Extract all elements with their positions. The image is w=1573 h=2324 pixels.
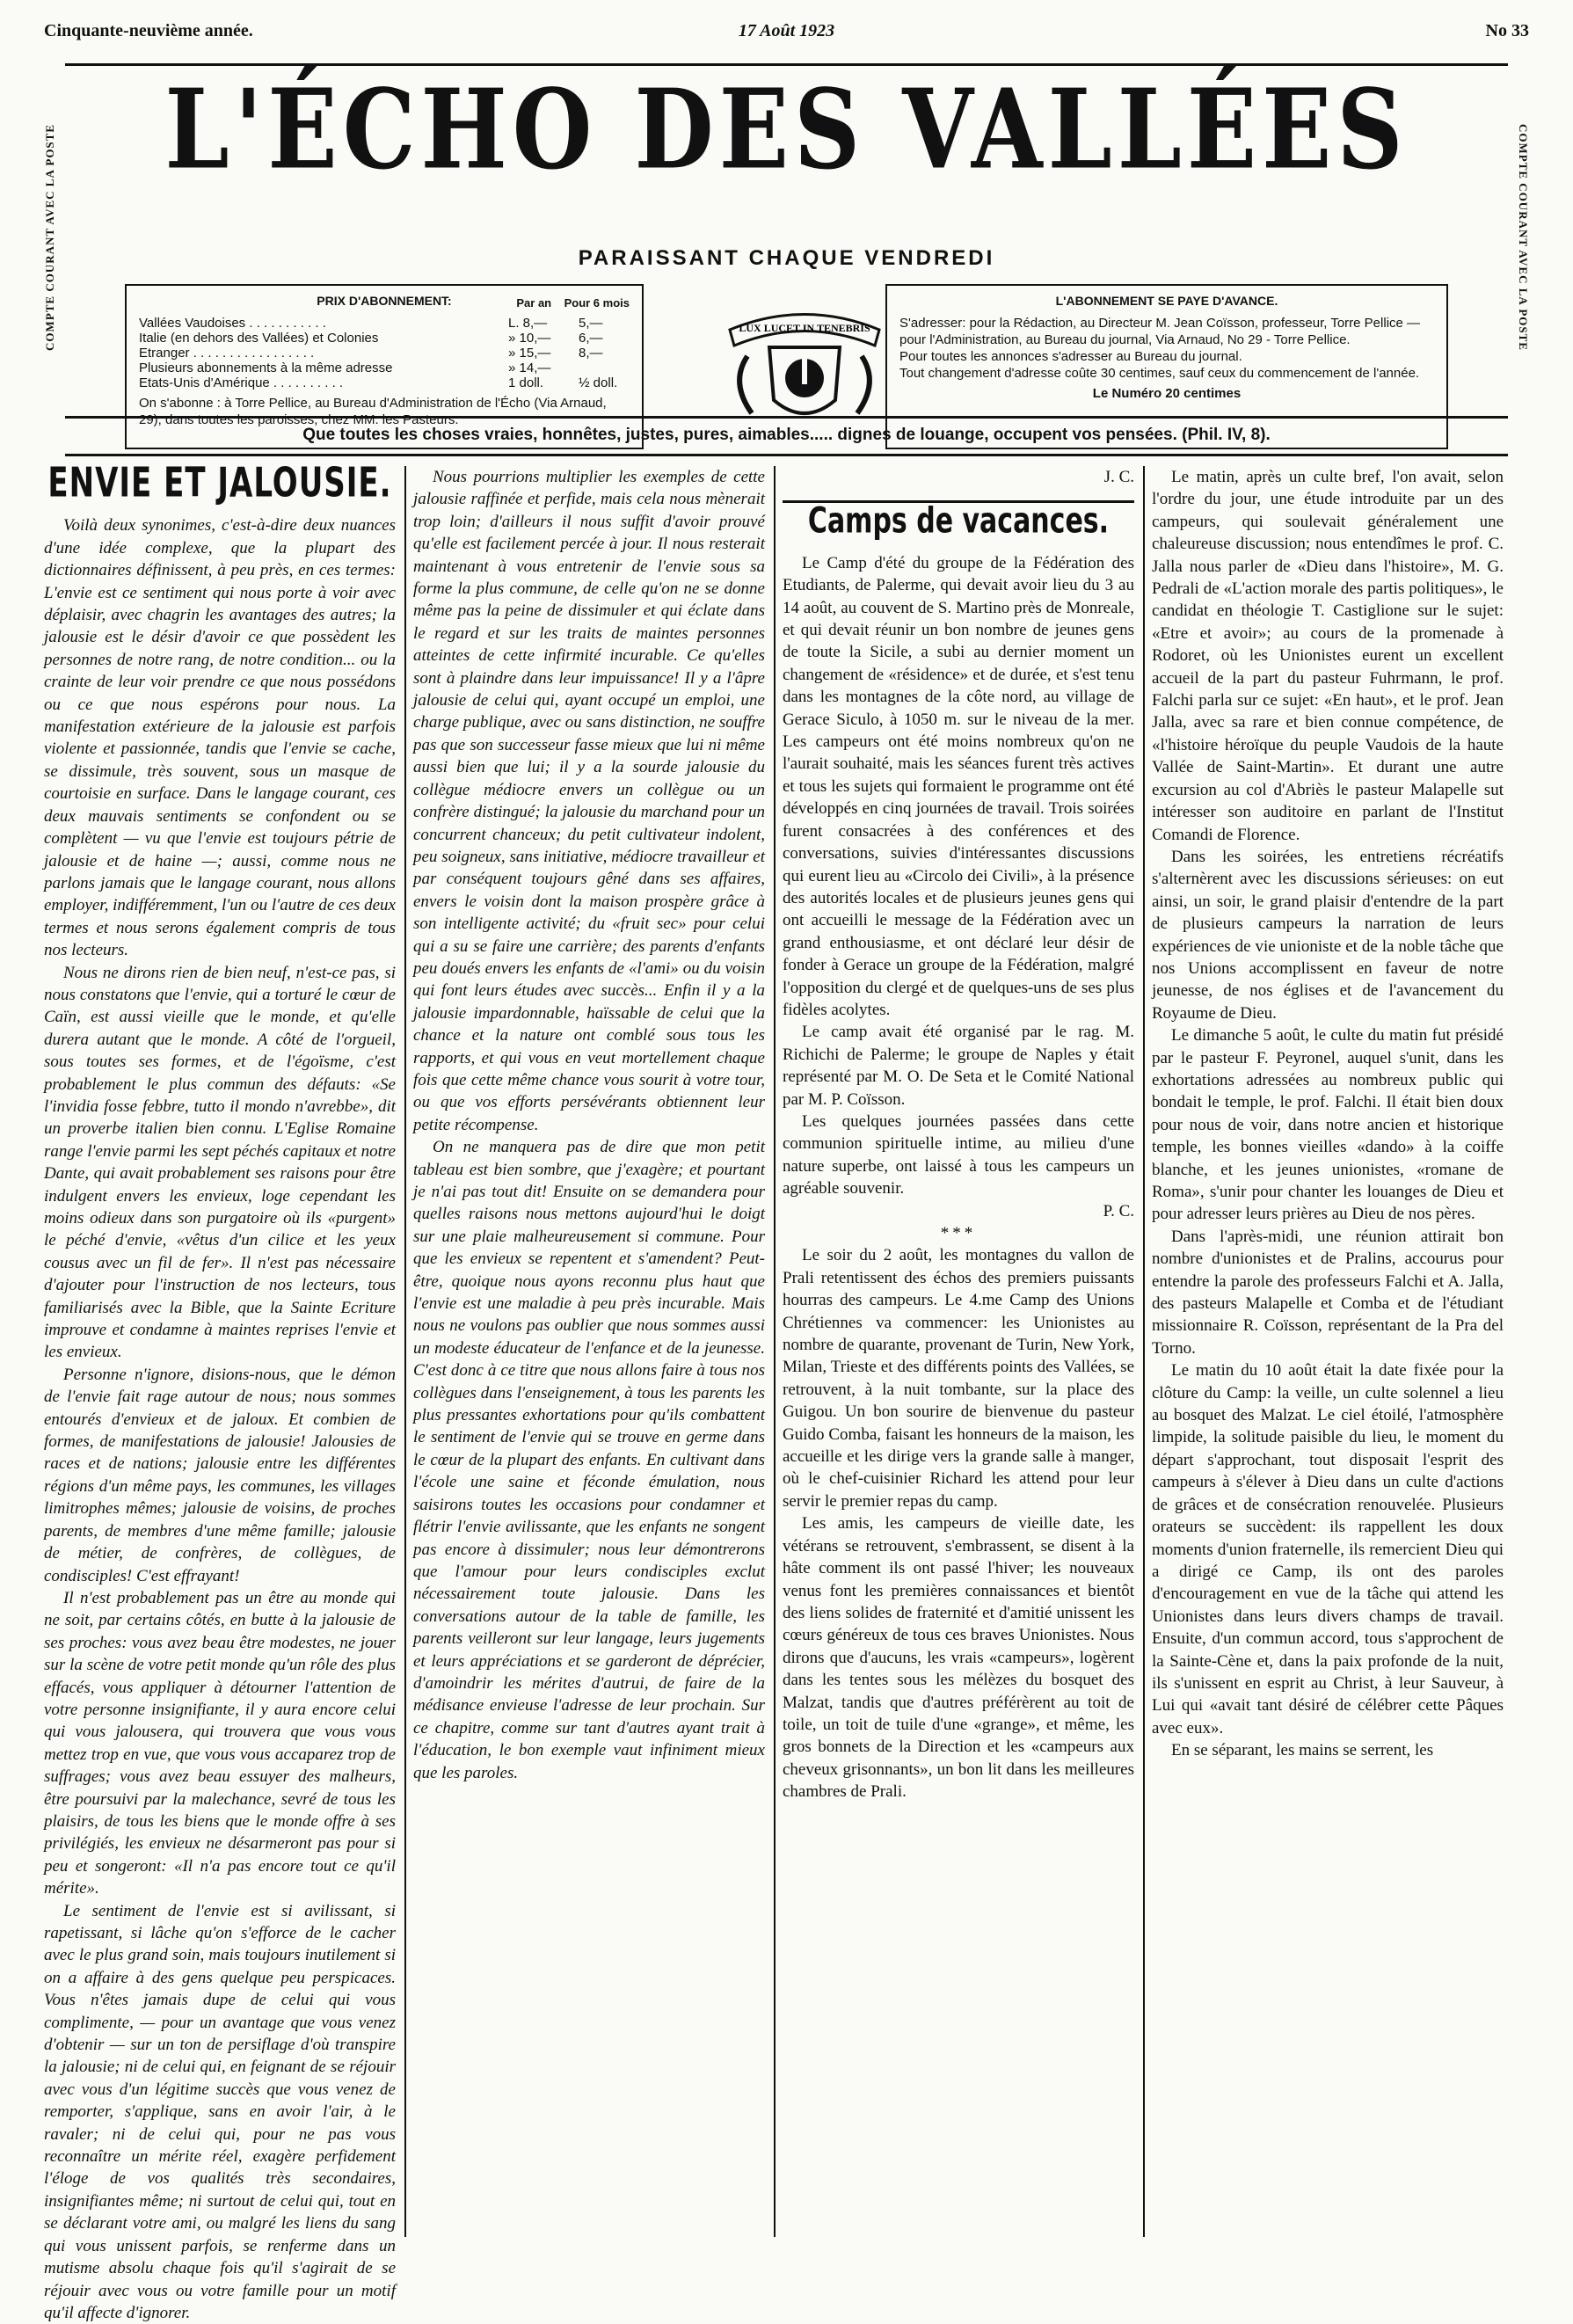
article-signature: P. C.: [1103, 1201, 1134, 1220]
subscription-headers: Par an Pour 6 mois: [516, 296, 630, 310]
article-title: Camps de vacances.: [807, 500, 1110, 543]
column-divider: [774, 466, 776, 2237]
price-year: » 10,—: [508, 331, 551, 346]
issue-price: Le Numéro 20 centimes: [1092, 386, 1242, 401]
subscription-note: On s'abonne : à Torre Pellice, au Bureau d'Administration de l'Écho (Via Arnaud, 29); dans toutes les paroisses, chez MM. les Pasteurs.: [139, 396, 607, 427]
article-paragraph: Voilà deux synonimes, c'est-à-dire deux nuances d'une idée complexe, que la plupart des dictionnaires définissent, à peu près, en ces termes: L'envie est ce sentiment qui nous porte à voir avec déplaisir, avec chagrin les avantages des autres; la jalousie est le désir d'avoir ce que possèdent les personnes de notre rang, de notre condition... ou la crainte de leur voir prendre ce que nous possédons ou ce que nous espérons pour nous. La manifestation extérieure de la jalousie est parfois violente et passionnée, tandis que l'envie se cache, se dissimule, très souvent, sous un masque de courtoisie en surface. Dans le langage courant, ces deux mauvais sentiments se confondent ou se complètent — vu que l'envie est toujours pétrie de jalousie et de haine —; aussi, comme nous ne parlons jamais que le langage courant, nous allons employer, indifféremment, l'un ou l'autre de ces deux termes et nous serons également compris de tous nos lecteurs.: [44, 516, 396, 960]
price-row: [139, 330, 630, 345]
price-row: [139, 360, 630, 375]
column-3: [783, 466, 1134, 2237]
article-signature: J. C.: [1103, 468, 1134, 486]
article-paragraph: Le dimanche 5 août, le culte du matin fut présidé par le pasteur F. Peyronel, auquel s'unit, dans les exhortations adressées au nombreux public qui bondait le temple, le prof. Falchi. Il était bien doux pour nous de voir, dans notre ancien et historique temple, les bonnes vieilles «dando» à la coiffe blanche, et les jeunes unionistes, «romane de Roma», s'unir pour chanter les louanges de Dieu et pour adresser leurs prières au Dieu de nos pères.: [1152, 1026, 1504, 1224]
year-label: Cinquante-neuvième année.: [44, 21, 253, 40]
masthead-frame: [65, 63, 1508, 427]
issue-number: No 33: [1485, 21, 1529, 40]
article-paragraph: Le soir du 2 août, les montagnes du vallon de Prali retentissent des échos des premiers puissants hourras des campeurs. Le 4.me Camp des Unions Chrétiennes va commencer: les Unionistes au nombre de quarante, provenant de Turin, New York, Milan, Trieste et des différents points des Vallées, se retrouvent, à la nuit tombante, sur la place des Guigou. Un bon sourire de bienvenue du pasteur Guido Comba, faisant les honneurs de la maison, les accueille et les dirige vers la grande salle à manger, où le chef-cuisinier Richard les attend pour leur servir le premier repas du camp.: [783, 1246, 1134, 1511]
price-half-year: 6,—: [579, 331, 603, 346]
admin-ads: Pour toutes les annonces s'adresser au Bureau du journal.: [899, 349, 1242, 364]
masthead-title: L'ÉCHO DES VALLÉES: [164, 63, 1409, 194]
article-paragraph: Les amis, les campeurs de vieille date, les vétérans se retrouvent, s'embrassent, se disent à la hâte comment ils ont passé l'hiver; les nouveaux venus font les premières connaissances et bientôt des liens solides de fraternité et d'amitié unissent les cœurs généreux de tous ces braves Unionistes. Nous dirons que d'aucuns, les vrais «campeurs», logèrent dans les tentes sous les mélèzes du bosquet des Malzat, tandis que d'autres préférèrent au toit de toile, un toit de tuile d'une «grange», et même, les gros bonnets de la Direction et les «campeurs aux cheveux grisonnants», un bon lit dans les meilleures chambres de Prali.: [783, 1514, 1134, 1802]
admin-change: Tout changement d'adresse coûte 30 centimes, sauf ceux du commencement de l'année.: [899, 366, 1420, 381]
masthead-subtitle: PARAISSANT CHAQUE VENDREDI: [578, 246, 995, 270]
article-paragraph: Le Camp d'été du groupe de la Fédération des Etudiants, de Palerme, qui devait avoir lieu du 3 au 14 août, au couvent de S. Martino près de Monreale, et qui devait réunir un bon nombre de jeunes gens de toute la Sicile, a subi au dernier moment un changement de «résidence» et de durée, et s'est tenu dans les montagnes de la côte nord, au village de Gerace Siculo, à 1050 m. sur le niveau de la mer. Les campeurs ont été moins nombreux qu'on ne l'aurait souhaité, mais les séances furent très actives et tous les sujets qui formaient le programme ont été développés en cinq journées de travail. Trois soirées furent consacrées à des conférences et des conversations, suivies d'intéressantes discussions qui eurent lieu au «Circolo dei Civili», à la présence des autorités locales et de plusieurs jeunes gens qui ont accueilli le message de la Fédération avec un grand enthousiasme, et ont déclaré leur désir de fonder à Gerace un groupe de la Fédération, malgré l'opposition du clergé et de quelques-uns de ses plus fidèles acolytes.: [783, 553, 1134, 1019]
price-half-year: ½ doll.: [579, 375, 618, 390]
issue-date: 17 Août 1923: [738, 21, 835, 40]
price-year: 1 doll.: [508, 375, 544, 390]
article-paragraph: On ne manquera pas de dire que mon petit tableau est bien sombre, que j'exagère; et pourtant je n'ai pas tout dit! Ensuite on se demandera pour quelles raisons nous mettons aujourd'hui le doigt sur une plaie malheureusement si commune. Pour que les envieux se repentent et s'amendent? Peut-être, quoique nous ayons reconnu plus haut que l'envie est une maladie à peu près incurable. Mais nous ne voulons pas oublier que nous sommes aussi un modeste éducateur de l'enfance et de la jeunesse. C'est donc à ce titre que nous allons faire à tous nos collègues dans l'enseignement, à tous les parents les plus pressantes exhortations pour qu'ils combattent le sentiment de l'envie qui se trouve en germe dans le cœur de la plupart des enfants. En cultivant dans l'école une saine et féconde émulation, nous saisirons toutes les occasions pour condamner et flétrir l'envie avilissante, que les enfants ne songent pas encore à dissimuler; nous leur démontrerons que l'amour pour leurs condisciples exclut nécessairement toute jalousie. Dans les conversations autour de la table de famille, les parents veilleront sur leur langage, leurs jugements et leurs appréciations et se garderont de déprécier, d'amoindrir les mérites d'autrui, de faire de la médisance envieuse l'adresse de leur prochain. Sur ce chapitre, comme sur tant d'autres ayant trait à l'éducation, le bon exemple vaut infiniment mieux que les paroles.: [413, 1138, 765, 1782]
column-divider: [404, 466, 406, 2237]
emblem-motto: LUX LUCET IN TENEBRIS: [739, 322, 870, 334]
article-paragraph: Dans l'après-midi, une réunion attirait bon nombre d'unionistes et de Pralins, accourus pour entendre la parole des professeurs Falchi et A. Jalla, des pasteurs Malapelle et Comba et de l'étudiant missionnaire R. Coïsson, représentant de la Pra del Torno.: [1152, 1227, 1504, 1358]
section-stars: ***: [940, 1224, 977, 1242]
price-row: [139, 345, 630, 360]
subscription-box: [125, 284, 644, 449]
article-paragraph: Personne n'ignore, disions-nous, que le démon de l'envie fait rage autour de nous; nous sommes entourés d'envieux et de jaloux. Et combien de formes, de manifestations de jalousie! Jalousies de races et de nations; jalousie entre les différentes régions d'un même pays, les communes, les villages limitrophes mêmes; jalousie de voisins, de proches parents, de membres d'une même famille; jalousie de métier, de confrères, de collègues, de condisciples! C'est effrayant!: [44, 1365, 396, 1585]
column-2: [413, 466, 765, 2237]
price-table: [139, 315, 630, 390]
price-half-year: 8,—: [579, 346, 603, 361]
article-paragraph: Dans les soirées, les entretiens récréatifs s'alternèrent avec les discussions sérieuses: on eut ainsi, un soir, le grand plaisir d'entendre de la part de plusieurs campeurs la narration de leurs expériences de vie unioniste et de la noble tâche que nos Unions accomplissent en faveur de notre jeunesse, de nos églises et de l'avancement du Royaume de Dieu.: [1152, 847, 1504, 1023]
price-year: L. 8,—: [508, 316, 548, 331]
price-half-year: 5,—: [579, 316, 603, 331]
article-paragraph: Les quelques journées passées dans cette communion spirituelle intime, au milieu d'une nature superbe, ont laissé à tous les campeurs un agréable souvenir.: [783, 1111, 1134, 1198]
epigraph: Que toutes les choses vraies, honnêtes, justes, pures, aimables..... dignes de louange, occupent vos pensées. (Phil. IV, 8).: [65, 426, 1508, 456]
subscription-title: PRIX D'ABONNEMENT:: [317, 294, 452, 308]
side-note-right: COMPTE COURANT AVEC LA POSTE: [1517, 124, 1530, 351]
top-line: [44, 16, 1529, 51]
price-year: » 14,—: [508, 361, 551, 375]
article-paragraph: Nous ne dirons rien de bien neuf, n'est-ce pas, si nous constatons que l'envie, qui a torturé le cœur de Caïn, est aussi vieille que le monde, et qu'elle durera autant que le monde. A côté de l'orgueil, sous toutes ses formes, et de l'égoïsme, c'est probablement le plus commun des défauts: «Se l'invidia fosse febbre, tutto il mondo n'avrebbe», dit un proverbe italien bien connu. L'Eglise Romaine range l'envie parmi les sept péchés capitaux et notre Dante, qui avait probablement ses raisons pour être indulgent envers les envieux, loge cependant les moins odieux dans son purgatoire où ils «purgent» le péché d'envie, «vêtus d'un cilice et les yeux cousus avec un fil de fer». Il n'est pas nécessaire d'ajouter pour l'instruction de nos lecteurs, tous familiarisés avec la Bible, que la Sainte Ecriture improuve et condamne à maintes reprises l'envie et les envieux.: [44, 963, 396, 1362]
price-label: Etranger . . . . . . . . . . . . . . . . .: [139, 346, 315, 361]
price-row: [139, 375, 630, 390]
article-paragraph: Il n'est probablement pas un être au monde qui ne soit, par certains côtés, en butte à la jalousie de ses proches: vous avez beau être modestes, ne jouer sur la scène de votre petit monde qu'un rôle des plus effacés, vous appliquer à détourner l'attention de votre personne insignifiante, il y aura encore celui qui vous jalousera, qui trouvera que vous vous mettez trop en vue, que vous vous accaparez trop de suffrages; vous avez beau essuyer des malheurs, être poursuivi par la malechance, sevré de tous les plaisirs, de tous les biens que le monde offre à ses privilégiés, les envieux ne désarmeront pas pour si peu et songeront: «Il n'a pas encore tout ce qu'il mérite».: [44, 1588, 396, 1898]
admin-address: S'adresser: pour la Rédaction, au Directeur M. Jean Coïsson, professeur, Torre Pellice — pour l'Administration, au Bureau du journal, Via Arnaud, No 29 - Torre Pellice.: [899, 316, 1421, 347]
article-paragraph: Le matin du 10 août était la date fixée pour la clôture du Camp: la veille, un culte solennel a lieu au bosquet des Malzat. Le ciel étoilé, l'atmosphère limpide, la solitude paisible du lieu, le moment du départ s'approchant, tout disposait l'esprit des campeurs à s'élever à Dieu dans un culte d'actions de grâces et de consécration renouvelée. Plusieurs orateurs se succèdent: ils rappellent les doux moments d'union fraternelle, ils remercient Dieu qui a dirigé ce Camp, ils ont des paroles d'encouragement en vue de la tâche qui attend les Unionistes dans leurs divers champs de travail. Ensuite, d'un commun accord, tous s'approchent de la Sainte-Cène et, dans la paix profonde de la nuit, ils s'unissent en esprit au Christ, à leur Sauveur, à Lui qui «avait tant désiré de célébrer cette Pâques avec eux».: [1152, 1361, 1504, 1738]
price-row: [139, 315, 630, 330]
article-paragraph: Le sentiment de l'envie est si avilissant, si rapetissant, si lâche qu'on s'efforce de le cacher avec le plus grand soin, mais toujours inutilement si on a affaire à des gens quelque peu perspicaces. Vous n'êtes jamais dupe de celui qui vous complimente, — pour un avantage que vous venez d'obtenir — sur un ton de persiflage d'où transpire la jalousie; ni de celui qui, en feignant de se réjouir avec vous d'un légitime succès que vous venez de remporter, s'applique, sans en avoir l'air, à le ravaler; ni de celui qui, pour ne pas vous reconnaître un mérite réel, exagère perfidement l'éloge de vos qualités très secondaires, insignifiantes même; ni surtout de celui qui, tout en se déclarant votre ami, ou malgré les liens du sang qui vous unissent parfois, se renferme dans un mutisme absolu chaque fois qu'il s'agirait de se réjouir avec vous ou votre famille pour un motif qu'il affecte d'ignorer.: [44, 1901, 396, 2322]
article-columns: [35, 459, 1538, 2322]
column-divider: [1143, 466, 1145, 2237]
column-4: [1152, 466, 1504, 2237]
price-label: Plusieurs abonnements à la même adresse: [139, 361, 393, 375]
price-label: Italie (en dehors des Vallées) et Colonies: [139, 331, 379, 346]
price-label: Vallées Vaudoises . . . . . . . . . . .: [139, 316, 326, 331]
administration-box: [885, 284, 1448, 449]
article-title: ENVIE ET JALOUSIE.: [47, 459, 392, 507]
price-label: Etats-Unis d'Amérique . . . . . . . . . .: [139, 375, 344, 390]
vaudois-emblem-icon: [712, 295, 897, 435]
side-note-left: COMPTE COURANT AVEC LA POSTE: [43, 124, 56, 351]
article-paragraph: En se séparant, les mains se serrent, les: [1171, 1741, 1434, 1760]
article-paragraph: Nous pourrions multiplier les exemples de cette jalousie raffinée et perfide, mais cela nous mènerait trop loin; d'ailleurs il nous suffit d'avoir prouvé qu'elle est facilement percée à jour. Il nous resterait maintenant à vous entretenir de l'envie sous sa forme la plus commune, de celle qu'on ne se donne même pas la peine de dissimuler et qui éclate dans le regard et sur les traits de maintes personnes atteintes de cette infirmité incurable. Ce qu'elles sont à plaindre dans leur impuissance! Il y a l'âpre jalousie de celui qui, ayant occupé un emploi, une charge publique, avec ou sans distinction, ne souffre pas que son successeur fasse mieux que lui ni même aussi bien que lui; il y a la sourde jalousie du collègue médiocre envers un collègue ou un confrère distingué; la jalousie du marchand pour un concurrent chanceux; du petit cultivateur indolent, peu soigneux, sans initiative, médiocre travailleur et par conséquent toujours gêné dans ses affaires, envers le voisin dont la maison prospère grâce à son intelligente activité; du «fruit sec» pour celui qui a su se faire une carrière; des parents d'enfants peu doués envers les enfants de «l'ami» ou du voisin qui font leurs études avec succès... Enfin il y a la jalousie impardonnable, haïssable de celui que la chance et la nature ont comblé sous tous les rapports, et qui vous en veut mortellement chaque fois que cette même chance vous sourit à votre tour, ou que vos efforts persévérants obtiennent leur petite récompense.: [413, 468, 765, 1134]
article-paragraph: Le matin, après un culte bref, l'on avait, selon l'ordre du jour, une étude introduite par un des campeurs, qui soulevait généralement une chaleureuse discussion; nous entendîmes le prof. C. Jalla nous parler de «Dieu dans l'histoire», M. G. Pedrali de «L'action morale des partis politiques», le candidat en théologie T. Castiglione sur le sujet: «Etre et avoir»; au cours de la promenade à Rodoret, où les Unionistes eurent un excellent accueil de la part du pasteur Fuhrmann, le prof. Falchi parla sur ce sujet: «En haut», et le prof. Jean Jalla, avec sa rare et bien connue compétence, de «l'histoire héroïque du peuple Vaudois de la haute Vallée de Saint-Martin». Et durant une autre excursion au col d'Abriès le pasteur Malapelle sut intéresser son auditoire en parlant de l'Institut Comandi de Florence.: [1152, 468, 1504, 844]
admin-title: L'ABONNEMENT SE PAYE D'AVANCE.: [1055, 294, 1278, 308]
column-1: [44, 459, 396, 2322]
price-year: » 15,—: [508, 346, 551, 361]
article-paragraph: Le camp avait été organisé par le rag. M. Richichi de Palerme; le groupe de Naples y était représenté par M. O. De Seta et le Comité National par M. P. Coïsson.: [783, 1023, 1134, 1109]
